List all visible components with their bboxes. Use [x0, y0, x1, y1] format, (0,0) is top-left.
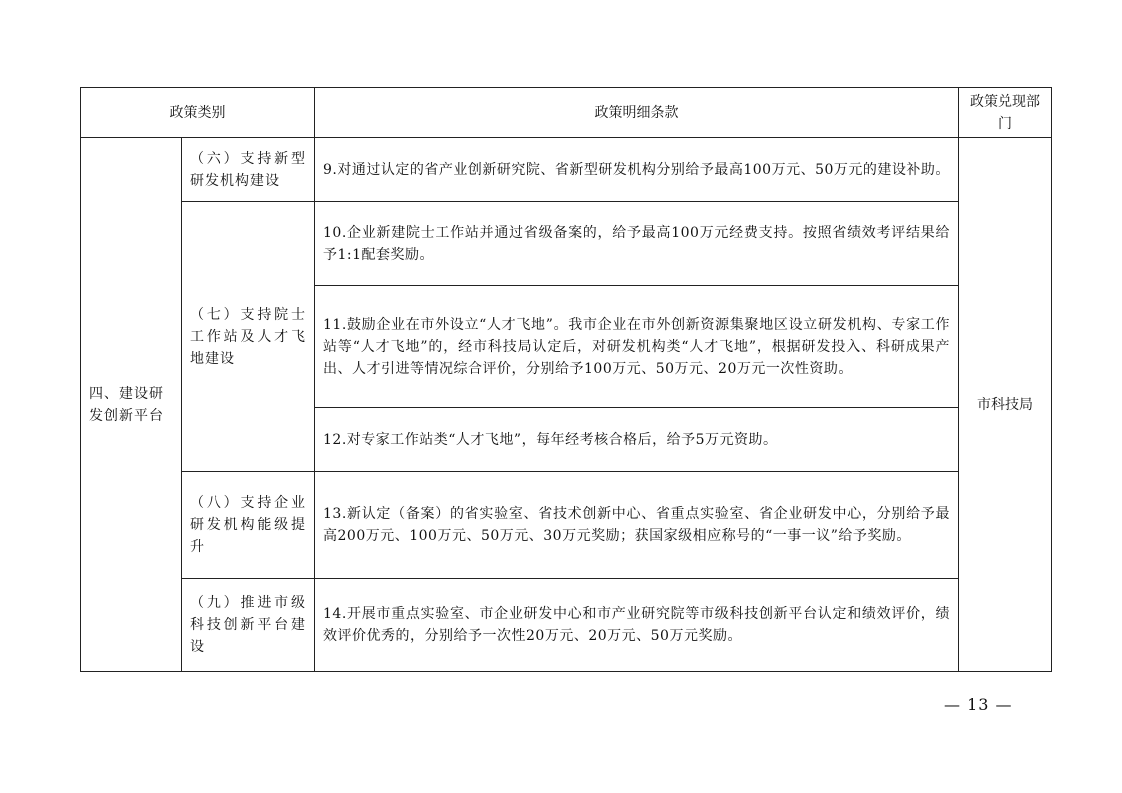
- subcategory-cell: （八）支持企业研发机构能级提升: [182, 472, 315, 579]
- table-row: [81, 138, 1052, 202]
- clause-cell: 10.企业新建院士工作站并通过省级备案的，给予最高100万元经费支持。按照省绩效考评结果给予1:1配套奖励。: [315, 202, 959, 286]
- clause-cell: 11.鼓励企业在市外设立“人才飞地”。我市企业在市外创新资源集聚地区设立研发机构、专家工作站等“人才飞地”的，经市科技局认定后，对研发机构类“人才飞地”，根据研发投入、科研成果产出、人才引进等情况综合评价，分别给予100万元、50万元、20万元一次性资助。: [315, 286, 959, 408]
- table-row: [81, 472, 1052, 579]
- subcategory-cell: （六）支持新型研发机构建设: [182, 138, 315, 202]
- main-category-cell: 四、建设研发创新平台: [81, 138, 182, 672]
- subcategory-cell: （九）推进市级科技创新平台建设: [182, 579, 315, 672]
- header-category: 政策类别: [81, 88, 315, 138]
- table-row: [81, 202, 1052, 286]
- clause-cell: 9.对通过认定的省产业创新研究院、省新型研发机构分别给予最高100万元、50万元的建设补助。: [315, 138, 959, 202]
- subcategory-cell: （七）支持院士工作站及人才飞地建设: [182, 202, 315, 472]
- header-department: 政策兑现部门: [959, 88, 1052, 138]
- header-detail: 政策明细条款: [315, 88, 959, 138]
- clause-cell: 12.对专家工作站类“人才飞地”，每年经考核合格后，给予5万元资助。: [315, 408, 959, 472]
- table-row: [81, 579, 1052, 672]
- clause-cell: 13.新认定（备案）的省实验室、省技术创新中心、省重点实验室、省企业研发中心，分别给予最高200万元、100万元、50万元、30万元奖励；获国家级相应称号的“一事一议”给予奖励。: [315, 472, 959, 579]
- policy-table: [80, 87, 1052, 672]
- header-row: [81, 88, 1052, 138]
- clause-cell: 14.开展市重点实验室、市企业研发中心和市产业研究院等市级科技创新平台认定和绩效评价，绩效评价优秀的，分别给予一次性20万元、20万元、50万元奖励。: [315, 579, 959, 672]
- page-number: — 13 —: [944, 695, 1013, 714]
- department-cell: 市科技局: [959, 138, 1052, 672]
